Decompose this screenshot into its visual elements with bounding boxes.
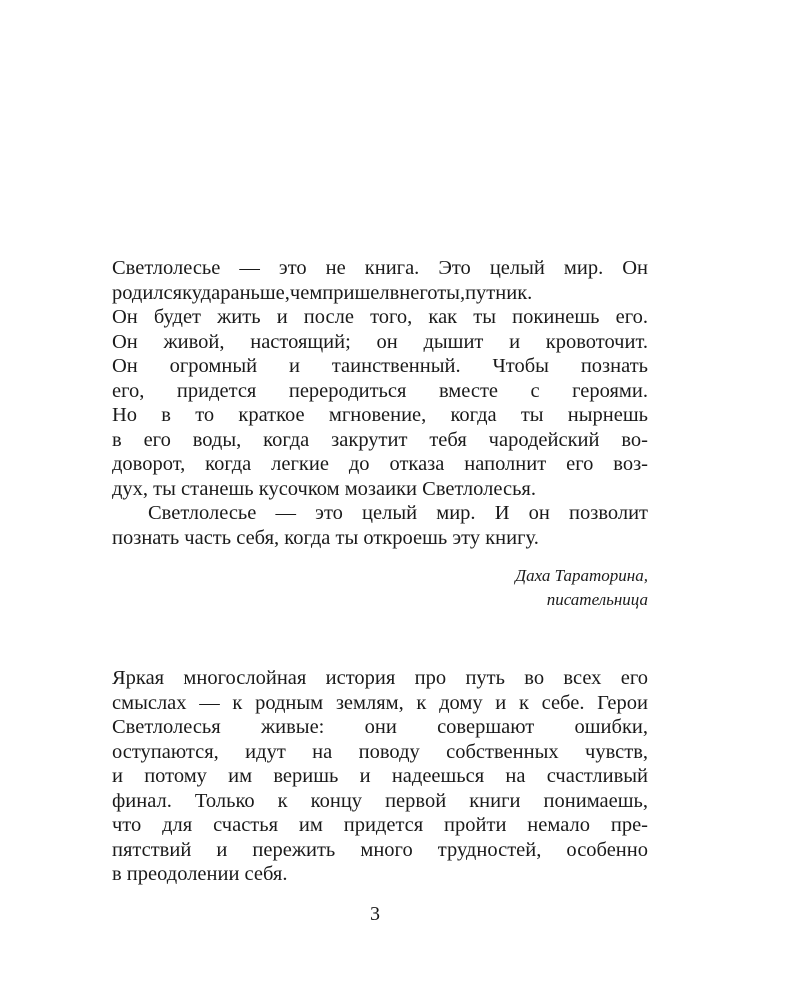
text-line: Светлолесье — это не книга. Это целый мир. Он (112, 257, 648, 279)
text-line: в его воды, когда закрутит тебя чародейский во- (112, 428, 648, 451)
page-number: 3 (370, 903, 380, 925)
text-line: Светлолесья живые: они совершают ошибки, (112, 716, 648, 738)
text-line: финал. Только к концу первой книги понимаешь, (112, 789, 648, 812)
text-line: Яркая многослойная история про путь во всех его (112, 667, 648, 689)
text-line: Светлолесье — это целый мир. И он позволит (148, 502, 648, 524)
text-line: пятствий и пережить много трудностей, особенно (112, 838, 648, 861)
text-line: оступаются, идут на поводу собственных чувств, (112, 740, 648, 763)
review-paragraph (112, 666, 648, 887)
text-line: доворот, когда легкие до отказа наполнит его воз- (112, 453, 648, 475)
text-line: Он огромный и таинственный. Чтобы познать (112, 355, 648, 377)
text-line: дух, ты станешь кусочком мозаики Светлолесья. (112, 477, 536, 500)
text-line: в преодолении себя. (112, 863, 288, 885)
text-line: родилсякудараньше,чемпришелвнеготы,путник. (112, 281, 533, 304)
text-line: Он будет жить и после того, как ты покинешь его. (112, 306, 648, 328)
author-role: писательница (546, 590, 648, 609)
signature (112, 564, 648, 612)
intro-paragraph-1 (112, 256, 648, 501)
text-line: смыслах — к родным землям, к дому и к себе. Герои (112, 691, 648, 714)
text-line: и потому им веришь и надеешься на счастливый (112, 765, 648, 787)
page-body (112, 256, 648, 887)
intro-paragraph-2 (112, 501, 648, 550)
text-line: Он живой, настоящий; он дышит и кровоточит. (112, 330, 648, 353)
text-line: Но в то краткое мгновение, когда ты нырнешь (112, 404, 648, 426)
author-name: Даха Тараторина, (515, 566, 648, 585)
text-line: познать часть себя, когда ты откроешь эту книгу. (112, 526, 539, 549)
text-line: что для счастья им придется пройти немало пре- (112, 814, 648, 836)
text-line: его, придется переродиться вместе с героями. (112, 379, 648, 402)
